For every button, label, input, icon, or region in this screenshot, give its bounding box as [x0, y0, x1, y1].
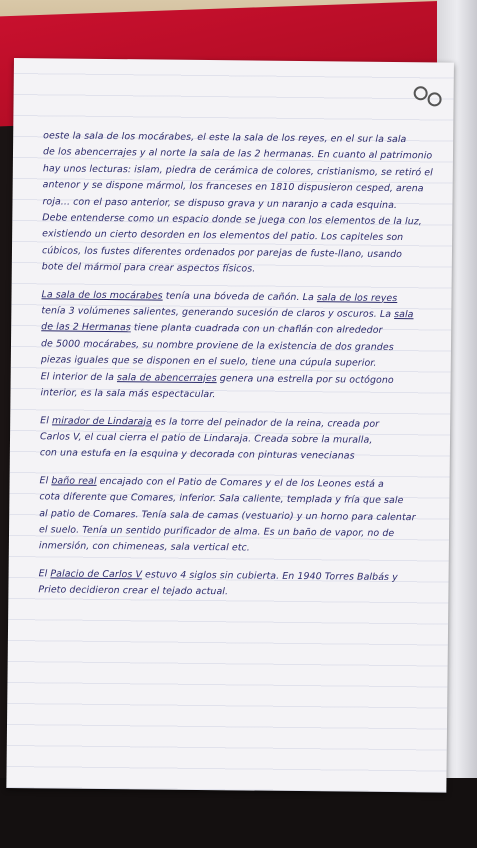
paragraph: [39, 473, 440, 559]
text-segment: hay unos lecturas: islam, piedra de cerámica de colores, cristianismo, se retiró el: [42, 163, 433, 179]
text-segment: El: [40, 414, 53, 426]
text-segment: de 5000 mocárabes, su nombre proviene de la existencia de dos grandes: [40, 338, 394, 353]
text-segment: tenía una bóveda de cañón. La: [162, 290, 317, 303]
underlined-term: sala: [394, 309, 414, 321]
text-segment: encajado con el Patio de Comares y el de los Leones está a: [96, 475, 384, 490]
text-segment: piezas iguales que se disponen en el suelo, tiene una cúpula superior.: [40, 354, 377, 370]
text-segment: existiendo un cierto desorden en los elementos del patio. Los capiteles son: [42, 228, 404, 244]
text-segment: cúbicos, los fustes diferentes ordenados por parejas de fuste-llano, usando: [41, 245, 403, 260]
text-segment: con una estufa en la esquina y decorada con pinturas venecianas: [39, 447, 355, 462]
text-segment: el suelo. Tenía un sentido purificador de alma. Es un baño de vapor, no de: [39, 524, 395, 539]
paragraph: [40, 287, 441, 406]
underlined-term: baño real: [51, 475, 97, 487]
paragraph: [42, 128, 444, 280]
handwritten-notes: [38, 128, 443, 614]
binder-ring-icon: [428, 92, 442, 106]
text-segment: El: [39, 475, 52, 487]
underlined-term: La sala de los mocárabes: [41, 288, 163, 302]
text-segment: antenor y se dispone mármol, los franceses en 1810 dispusieron cesped, arena: [42, 179, 424, 195]
paragraph: [40, 413, 440, 466]
text-segment: tiene planta cuadrada con un chaflán con alrededor: [130, 322, 383, 337]
text-segment: al patio de Comares. Tenía sala de camas (vestuario) y un horno para calentar: [39, 507, 416, 523]
text-segment: de los abencerrajes y al norte la sala de las 2 hermanas. En cuanto al patrimonio: [42, 146, 433, 162]
text-line: [40, 446, 440, 467]
text-segment: El: [38, 568, 51, 580]
text-segment: bote del mármol para crear aspectos físicos.: [41, 261, 256, 275]
text-segment: Debe entenderse como un espacio donde se juega con los elementos de la luz,: [42, 212, 422, 228]
text-segment: Prieto decidieron crear el tejado actual.: [38, 584, 229, 598]
text-segment: cota diferente que Comares, inferior. Sala caliente, templada y fría que sale: [39, 491, 404, 507]
underlined-term: sala de los reyes: [316, 291, 398, 304]
underlined-term: sala de abencerrajes: [116, 371, 217, 384]
text-segment: tenía 3 volúmenes salientes, generando sucesión de claros y oscuros. La: [41, 305, 395, 321]
text-segment: interior, es la sala más espectacular.: [40, 387, 216, 401]
notebook-page: [6, 58, 454, 793]
text-segment: inmersión, con chimeneas, sala vertical etc.: [38, 540, 250, 554]
text-segment: roja... con el paso anterior, se dispuso grava y un naranjo a cada esquina.: [42, 195, 398, 211]
paragraph: [38, 566, 438, 603]
binder-ring-icon: [414, 86, 428, 100]
text-segment: El interior de la: [40, 370, 118, 383]
underlined-term: de las 2 Hermanas: [41, 321, 131, 334]
text-segment: estuvo 4 siglos sin cubierta. En 1940 Torres Balbás y: [141, 569, 398, 583]
text-segment: es la torre del peinador de la reina, creada por: [151, 415, 380, 430]
text-segment: genera una estrella por su octógono: [216, 372, 394, 386]
text-segment: Carlos V, el cual cierra el patio de Lindaraja. Creada sobre la muralla,: [39, 431, 373, 446]
underlined-term: Palacio de Carlos V: [50, 568, 143, 581]
underlined-term: mirador de Lindaraja: [51, 414, 153, 427]
text-segment: oeste la sala de los mocárabes, el este la sala de los reyes, en el sur la sala: [43, 130, 407, 146]
